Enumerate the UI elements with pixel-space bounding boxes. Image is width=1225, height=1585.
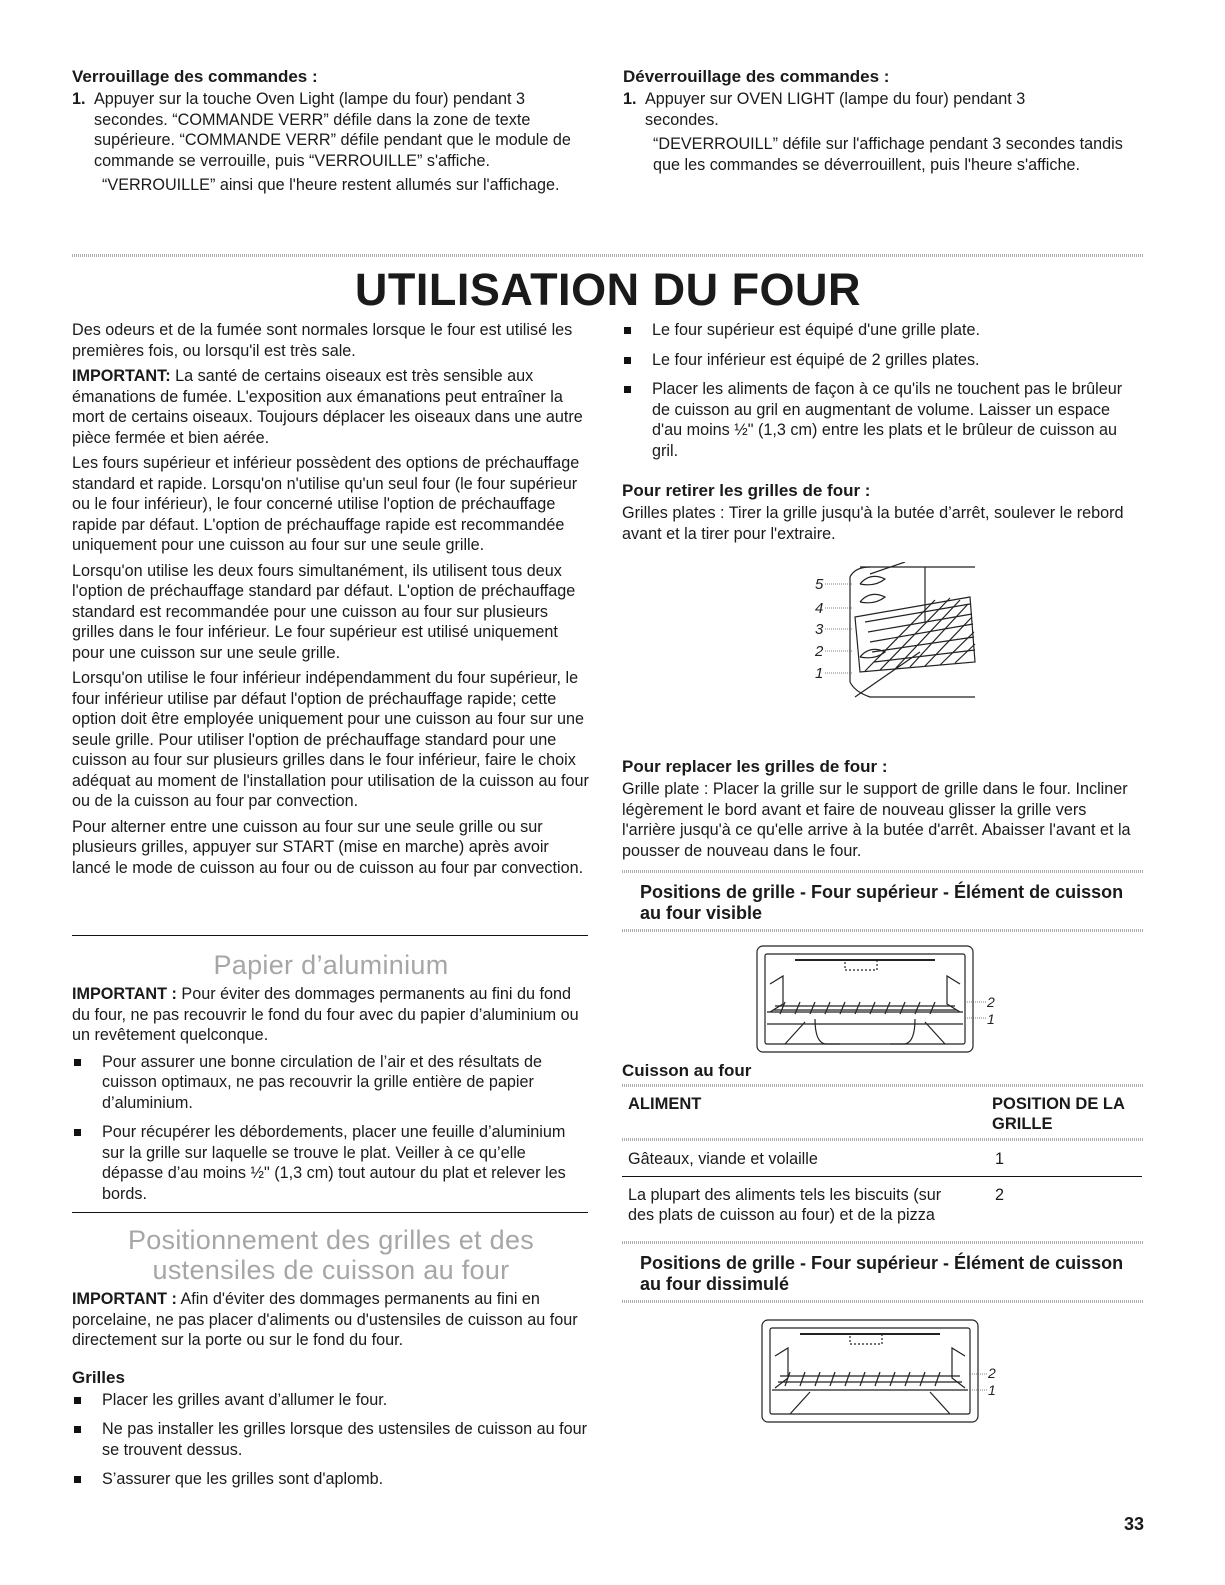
unlock-step xyxy=(623,89,1143,130)
remove-racks-section xyxy=(622,480,1142,549)
right-bullet-2 xyxy=(622,350,1142,371)
lock-step-number: 1. xyxy=(72,90,86,108)
diagram2-rack-label-1: 1 xyxy=(988,1382,996,1398)
foil-important xyxy=(72,984,590,1046)
grilles-bullet-1-text: Placer les grilles avant d’allumer le four. xyxy=(102,1390,388,1409)
right-bullet-1-text: Le four supérieur est équipé d'une grille plate. xyxy=(652,321,980,339)
right-bullet-3 xyxy=(622,379,1142,461)
bullet-square-icon xyxy=(72,1419,102,1460)
grilles-bullet-3 xyxy=(72,1469,590,1490)
right-bullet-1 xyxy=(622,320,1142,341)
positioning-important-text: Afin d'éviter des dommages permanents au fini en porcelaine, ne pas placer d'aliments ou d'ustensiles de cuisson au four directement sur la porte ou sur le fond du four. xyxy=(72,1290,578,1349)
positioning-title-line-2: ustensiles de cuisson au four xyxy=(152,1255,510,1285)
bullet-square-icon xyxy=(622,320,652,341)
right-bullets xyxy=(622,320,1142,470)
bake-title: Cuisson au four xyxy=(622,1061,752,1080)
lock-step-note: “VERROUILLE” ainsi que l'heure restent allumés sur l'affichage. xyxy=(102,176,560,194)
box1-title-line-2: au four visible xyxy=(640,903,763,923)
box1-bottom-rule xyxy=(622,929,1144,932)
table-header-position-line-1: POSITION DE LA xyxy=(992,1095,1125,1113)
rack-removal-diagram xyxy=(810,562,990,702)
positioning-important xyxy=(72,1289,590,1351)
positioning-title-line-1: Positionnement des grilles et des xyxy=(127,1225,535,1255)
intro-paragraph-5: Lorsqu'on utilise le four inférieur indépendamment du four supérieur, le four inférieur utilise par défaut l'option de préchauffage rapide; cette option doit être employée uniquement pour une cuisson au four sur une seule grille. Pour utiliser l'option de préchauffage standard pour une cuisson au four sur plusieurs grilles dans le four inférieur, faire le choix adéquat au moment de l'installation pour utilisation de la cuisson au four ou de la cuisson au four par convection. xyxy=(72,669,589,810)
foil-important-label: IMPORTANT : xyxy=(72,985,177,1003)
intro-paragraph-1: Des odeurs et de la fumée sont normales lorsque le four est utilisé les premières fois, ou lorsqu'il est très sale. xyxy=(72,321,573,360)
rack-label-2: 2 xyxy=(815,643,824,660)
foil-important-text: Pour éviter des dommages permanents au fini du fond du four, ne pas recouvrir le fond du four avec du papier d’aluminium ou un revêtement quelconque. xyxy=(72,985,579,1044)
grilles-bullet-2 xyxy=(72,1419,590,1460)
table-header xyxy=(622,1090,1144,1136)
bullet-square-icon xyxy=(72,1122,102,1204)
table-row-1-food: Gâteaux, viande et volaille xyxy=(628,1150,818,1168)
box1-title xyxy=(640,882,1140,924)
box2-top-rule xyxy=(622,1241,1144,1244)
table-row-2-food: La plupart des aliments tels les biscuits (sur xyxy=(628,1186,942,1204)
grilles-bullet-2-text: Ne pas installer les grilles lorsque des ustensiles de cuisson au four se trouvent dessus. xyxy=(102,1420,587,1459)
bullet-square-icon xyxy=(622,379,652,461)
bullet-square-icon xyxy=(622,350,652,371)
box2-title-line-2: au four dissimulé xyxy=(640,1274,790,1294)
table-header-position-line-2: GRILLE xyxy=(992,1115,1053,1133)
diagram2-rack-label-2: 2 xyxy=(988,1365,996,1381)
top-divider xyxy=(72,254,1144,257)
box2-title-line-1: Positions de grille - Four supérieur - Élément de cuisson xyxy=(640,1253,1124,1273)
foil-bullet-2 xyxy=(72,1122,590,1204)
important-label: IMPORTANT: xyxy=(72,367,171,385)
lock-step-text: Appuyer sur la touche Oven Light (lampe du four) pendant 3 secondes. “COMMANDE VERR” défile dans la zone de texte supérieure. “COMMANDE VERR” défile pendant que le module de commande se verrouille, puis “VERROUILLE” s'affiche. xyxy=(94,90,571,170)
table-row xyxy=(622,1141,1144,1175)
table-row-2-food-line-2: des plats de cuisson au four) et de la pizza xyxy=(628,1206,935,1224)
intro-paragraph-6: Pour alterner entre une cuisson au four sur une seule grille ou sur plusieurs grilles, appuyer sur START (mise en marche) après avoir lancé le mode de cuisson au four ou de cuisson au four par convection. xyxy=(72,817,584,877)
rack-label-4: 4 xyxy=(815,600,824,617)
rack-label-3: 3 xyxy=(815,621,824,638)
bullet-square-icon xyxy=(72,1390,102,1411)
bullet-square-icon xyxy=(72,1469,102,1490)
unlock-step-note: “DEVERROUILL” défile sur l'affichage pendant 3 secondes tandis que les commandes se déverrouillent, puis l'heure s'affiche. xyxy=(653,135,1123,174)
box2-title xyxy=(640,1253,1140,1295)
important-paragraph xyxy=(72,366,590,448)
foil-divider xyxy=(72,935,588,936)
rack-label-5: 5 xyxy=(815,576,824,593)
foil-bullet-2-text: Pour récupérer les débordements, placer une feuille d’aluminium sur la grille sur laquelle se trouve le plat. Veiller à ce qu’elle dépasse d’au moins ½" (1,3 cm) tout autour du plat et relever les bords. xyxy=(102,1123,566,1203)
upper-oven-visible-element-diagram xyxy=(755,944,1015,1056)
unlock-step-text: Appuyer sur OVEN LIGHT (lampe du four) pendant 3 secondes. xyxy=(645,90,1026,129)
unlock-section xyxy=(623,66,1143,180)
lock-title: Verrouillage des commandes : xyxy=(72,67,318,86)
upper-oven-hidden-element-diagram xyxy=(760,1318,1020,1426)
remove-racks-text: Grilles plates : Tirer la grille jusqu'à la butée d’arrêt, soulever le rebord avant et la tirer pour l'extraire. xyxy=(622,504,1124,543)
positioning-divider xyxy=(72,1212,588,1213)
replace-racks-section xyxy=(622,756,1142,866)
table-row-1-position: 1 xyxy=(995,1150,1005,1168)
table-header-food: ALIMENT xyxy=(628,1095,702,1113)
foil-title: Papier d’aluminium xyxy=(213,950,449,980)
lock-step xyxy=(72,89,592,171)
foil-bullet-1 xyxy=(72,1052,590,1114)
important-text: La santé de certains oiseaux est très sensible aux émanations de fumée. L'exposition aux émanations peut entraîner la mort de certains oiseaux. Toujours déplacer les oiseaux dans une autre pièce fermée et bien aérée. xyxy=(72,367,583,447)
positioning-important-label: IMPORTANT : xyxy=(72,1290,177,1308)
intro-paragraph-3: Les fours supérieur et inférieur possèdent des options de préchauffage standard et rapide. Lorsqu'on n'utilise qu'un seul four (le four supérieur ou le four inférieur), le four concerné utilise l'option de préchauffage rapide par défaut. L'option de préchauffage rapide est recommandée uniquement pour une cuisson au four sur une seule grille. xyxy=(72,454,580,554)
grilles-bullet-3-text: S’assurer que les grilles sont d'aplomb. xyxy=(102,1470,384,1488)
right-bullet-3-text: Placer les aliments de façon à ce qu'ils ne touchent pas le brûleur de cuisson au gril en augmentant de volume. Laisser un espace d'au moins ½" (1,3 cm) entre les plats et le brûleur de cuisson au gril. xyxy=(652,380,1123,460)
right-bullet-2-text: Le four inférieur est équipé de 2 grilles plates. xyxy=(652,350,980,369)
replace-racks-text: Grille plate : Placer la grille sur le support de grille dans le four. Incliner légèrement le bord avant et faire de nouveau glisser la grille vers l'arrière jusqu'à ce qu'elle arrive à la butée d'arrêt. Abaisser l'avant et la pousser de nouveau dans le four. xyxy=(622,780,1131,860)
grilles-bullet-1 xyxy=(72,1390,590,1411)
rack-label-1: 1 xyxy=(815,665,824,682)
unlock-title: Déverrouillage des commandes : xyxy=(623,67,890,86)
box1-title-line-1: Positions de grille - Four supérieur - Élément de cuisson xyxy=(640,882,1124,902)
lock-section xyxy=(72,66,592,201)
table-row xyxy=(622,1177,1144,1227)
table-top-rule xyxy=(622,1084,1144,1087)
box2-bottom-rule xyxy=(622,1300,1144,1303)
foil-section xyxy=(72,950,590,1213)
positioning-section xyxy=(72,1225,590,1499)
box1-top-rule xyxy=(622,870,1144,873)
foil-bullet-1-text: Pour assurer une bonne circulation de l’air et des résultats de cuisson optimaux, ne pas recouvrir la grille entière de papier d’aluminium. xyxy=(102,1052,543,1112)
unlock-step-number: 1. xyxy=(623,90,637,108)
diagram1-rack-label-2: 2 xyxy=(987,994,995,1010)
page-title: UTILISATION DU FOUR xyxy=(354,264,862,315)
intro-section xyxy=(72,320,590,883)
replace-racks-title: Pour replacer les grilles de four : xyxy=(622,757,888,776)
diagram1-rack-label-1: 1 xyxy=(987,1011,995,1027)
page-number: 33 xyxy=(1123,1514,1144,1534)
remove-racks-title: Pour retirer les grilles de four : xyxy=(622,481,871,500)
bake-table xyxy=(622,1090,1144,1227)
grilles-title: Grilles xyxy=(72,1367,125,1387)
table-row-2-position: 2 xyxy=(995,1186,1005,1204)
bullet-square-icon xyxy=(72,1052,102,1114)
intro-paragraph-4: Lorsqu'on utilise les deux fours simultanément, ils utilisent tous deux l'option de préchauffage standard par défaut. L'option de préchauffage standard est recommandée pour une cuisson au four sur plusieurs grilles dans le four inférieur. Le four supérieur est utilisé uniquement pour une cuisson sur une seule grille. xyxy=(72,561,576,662)
